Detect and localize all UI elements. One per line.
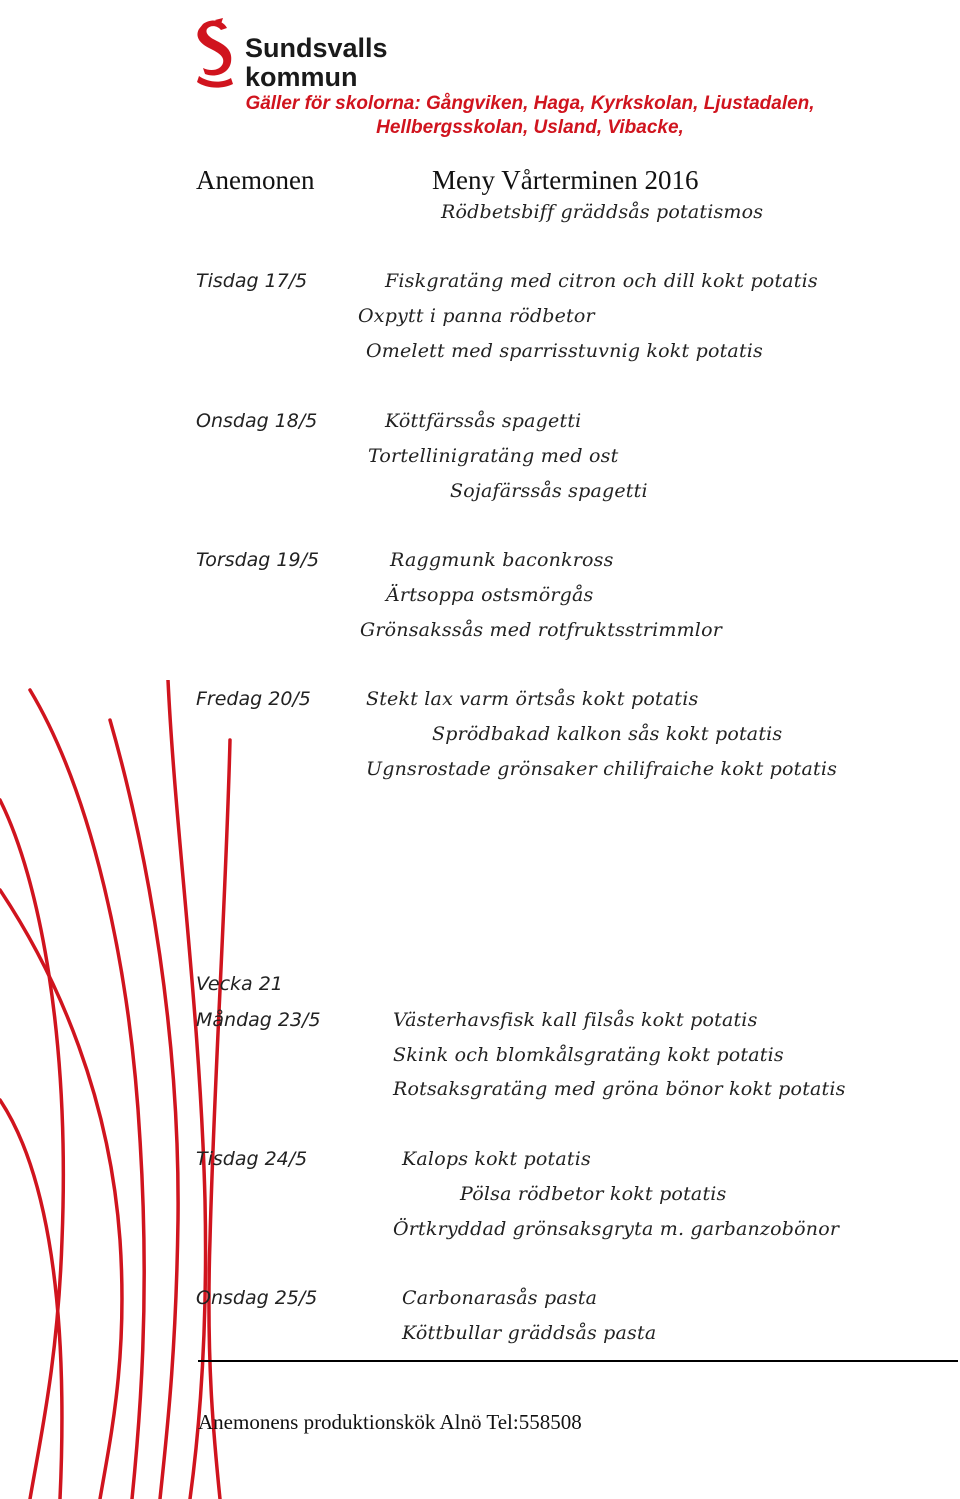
day-label: Torsdag 19/5 [196,549,320,571]
dish-item: Örtkryddad grönsaksgryta m. garbanzobönor [393,1218,840,1240]
sundsvall-logo [193,18,423,90]
dish-item: Ärtsoppa ostsmörgås [386,584,594,606]
dish-item: Pölsa rödbetor kokt potatis [460,1183,727,1205]
dish-item: Grönsakssås med rotfruktsstrimmlor [360,619,722,641]
day-label: Fredag 20/5 [196,688,311,710]
schools-notice-line-2: Hellbergsskolan, Usland, Vibacke, [376,117,684,138]
dish-item: Köttbullar gräddsås pasta [402,1322,657,1344]
top-dish: Rödbetsbiff gräddsås potatismos [441,201,764,223]
day-label: Onsdag 18/5 [196,410,318,432]
dish-item: Rotsaksgratäng med gröna bönor kokt potatis [393,1078,846,1100]
footer-contact: Anemonens produktionskök Alnö Tel:558508 [198,1410,582,1434]
dish-item: Sprödbakad kalkon sås kokt potatis [432,723,783,745]
dish-item: Skink och blomkålsgratäng kokt potatis [393,1044,784,1066]
schools-notice-line-1: Gäller för skolorna: Gångviken, Haga, Kyrkskolan, Ljustadalen, [245,93,815,114]
dish-item: Ugnsrostade grönsaker chilifraiche kokt potatis [366,758,838,780]
kitchen-name: Anemonen [196,165,315,195]
logo-line-1: Sundsvalls [245,33,388,63]
week-label: Vecka 21 [196,973,283,995]
dish-item: Carbonarasås pasta [402,1287,598,1309]
dish-item: Köttfärssås spagetti [385,410,582,432]
menu-title: Meny Vårterminen 2016 [432,165,699,195]
dish-item: Oxpytt i panna rödbetor [358,305,595,327]
dish-item: Omelett med sparrisstuvnig kokt potatis [366,340,764,362]
dish-item: Kalops kokt potatis [402,1148,591,1170]
dragon-emblem-icon [193,18,241,90]
dish-item: Stekt lax varm örtsås kokt potatis [366,688,699,710]
dish-item: Västerhavsfisk kall filsås kokt potatis [393,1009,758,1031]
day-label: Tisdag 24/5 [196,1148,308,1170]
dish-item: Tortellinigratäng med ost [368,445,619,467]
decorative-swoosh-lines [0,680,300,1499]
dish-item: Fiskgratäng med citron och dill kokt potatis [385,270,818,292]
dish-item: Sojafärssås spagetti [450,480,648,502]
day-label: Måndag 23/5 [196,1009,321,1031]
day-label: Tisdag 17/5 [196,270,308,292]
day-label: Onsdag 25/5 [196,1287,318,1309]
footer-divider [198,1360,958,1362]
dish-item: Raggmunk baconkross [390,549,614,571]
logo-line-2: kommun [245,62,358,92]
